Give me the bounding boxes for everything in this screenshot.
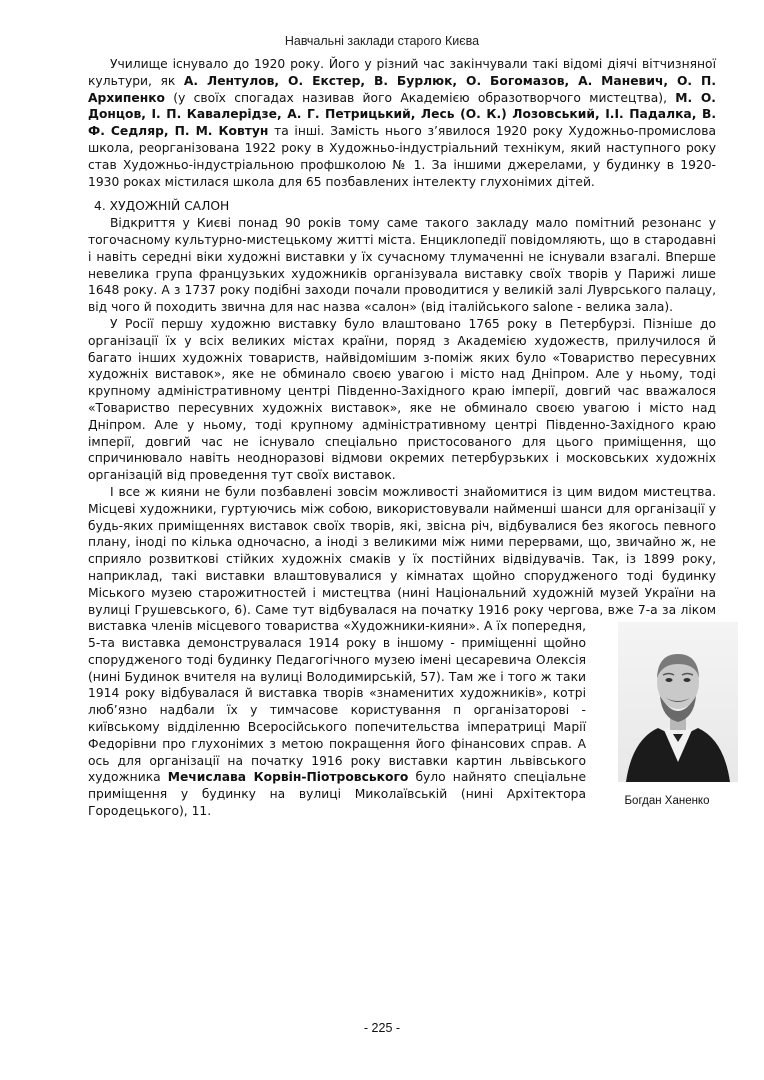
section-title: 4. ХУДОЖНІЙ САЛОН: [94, 199, 230, 214]
paragraph-russia: У Росії першу художню виставку було влаштовано 1765 року в Петербурзі. Пізніше до організації їх у всіх великих містах країни, поряд з Академією художеств, прилучилося й багато інших художніх товариств, найвідомішим з-поміж яких було «Товариство пересувних художніх виставок», яке не обминало своєю увагою і місто над Дніпром. Але у ньому, тоді крупному адміністративному центрі Південно-Західного краю імперії, довгий час вважалося «Товариство пересувних художніх виставок», яке не обминало своєю увагою і місто над Дніпром. Але у ньому, тоді крупному адміністративному центрі Південно-Західного краю імперії, довгий час не існувало спеціально пристосованого для цього приміщення, що спричинювало навіть неодноразові відмови окремих петербурзьких і московських художніх організацій від проведення тут своїх виставок.: [88, 316, 716, 483]
text-run: було найнято спеціальне приміщення у будинку на вулиці Миколаївській (нині Архітектора Городецького), 11.: [88, 770, 587, 819]
paragraph-school: [88, 56, 716, 190]
bold-names: М. О. Донцов, І. П. Кавалерідзе, А. Г. Петрицький, Лесь (О. К.) Лозовський, І.І. Падалка, В. Ф. Седляр, П. М. Ковтун: [88, 90, 716, 139]
page-number: - 225 -: [363, 1021, 401, 1035]
paragraph-kyiv-exhibitions: [88, 484, 716, 820]
text-run: товариства «Художники-кияни». А їх попередня, 5-та виставка демонструвалася 1914 року в іншому - приміщенні щойно спорудженого тоді будинку Педагогічного музею імені цесаревича Олексія (нині Будинок вчителя на вулиці Володимирській, 57). Там же і того ж таки 1914 року відбувалася й виставка творів «знаменитих художників», котрі люб’язно надбали їх у тимчасове користування п організаторові - київському відділенню Всеросійського попечительства імператриці Марії Федорівни про глухонімих з метою покращення його фінансових справ. А ось для організації на початку 1916 року виставки картин львівського художника: [88, 619, 586, 785]
text-run: І все ж кияни не були позбавлені зовсім можливості знайомитися із цим видом мистецтва. Місцеві художники, гуртуючись між собою, використовували найменші шанси для організації у будь-яких приміщеннях виставок своїх творів, які, звісна річ, відбувалися без якогось певного плану, іноді по кілька одночасно, а іноді з великими між ними перервами, що, звичайно ж, не сприяло розвиткові стійких художніх смаків у їх постійних відвідувачів. Так, із 1899 року, наприклад, такі виставки влаштовувалися у кімнатах щойно спорудженого тоді будинку Міського музею старожитностей і мистецтва (нині Національний художній музей України на вулиці Грушевського, 6). Саме тут відбувалася на початку 1916 року чергова, вже 7-а за ліком виставка членів місцевого: [88, 484, 716, 634]
text-run: та інші. Замість нього з’явилося 1920 року Художньо-промислова школа, реорганізована 1922 року в Художньо-індустріальний технікум, який наступного року став Художньо-індустріальною профшколою № 1. За іншими джерелами, у будинку в 1920-1930 роках містилася школа для 65 позбавлених інтелекту глухонімих дітей.: [88, 124, 716, 189]
running-header: Навчальні заклади старого Києва: [284, 34, 480, 48]
bold-names: А. Лентулов, О. Екстер, В. Бурлюк, О. Богомазов, А. Маневич, О. П. Архипенко: [88, 73, 716, 105]
portrait-caption: Богдан Ханенко: [624, 795, 710, 808]
text-run: (у своїх спогадах називав його Академією образотворчого мистецтва),: [165, 90, 676, 105]
portrait-figure: [596, 622, 716, 808]
page-body: [88, 56, 716, 820]
portrait-photo: [618, 622, 738, 782]
text-run: Училище існувало до 1920 року. Його у різний час закінчували такі відомі діячі вітчизняної культури, як: [88, 57, 716, 88]
paragraph-salon-history: Відкриття у Києві понад 90 років тому саме такого закладу мало помітний резонанс у тогочасному культурно-мистецькому житті міста. Енциклопедії повідомляють, що в стародавні і навіть середні віки художні виставки у їх сучасному тлумаченні не існували взагалі. Вперше невелика група французьких художників організувала виставку своїх творів у Парижі лише 1648 року. А з 1737 року подібні заходи почали проводитися у великій залі Луврського палацу, від чого й походить звична для нас назва «салон» (від італійського salone - велика зала).: [88, 216, 716, 315]
bold-name: Мечислава Корвін-Піотровського: [167, 770, 409, 785]
